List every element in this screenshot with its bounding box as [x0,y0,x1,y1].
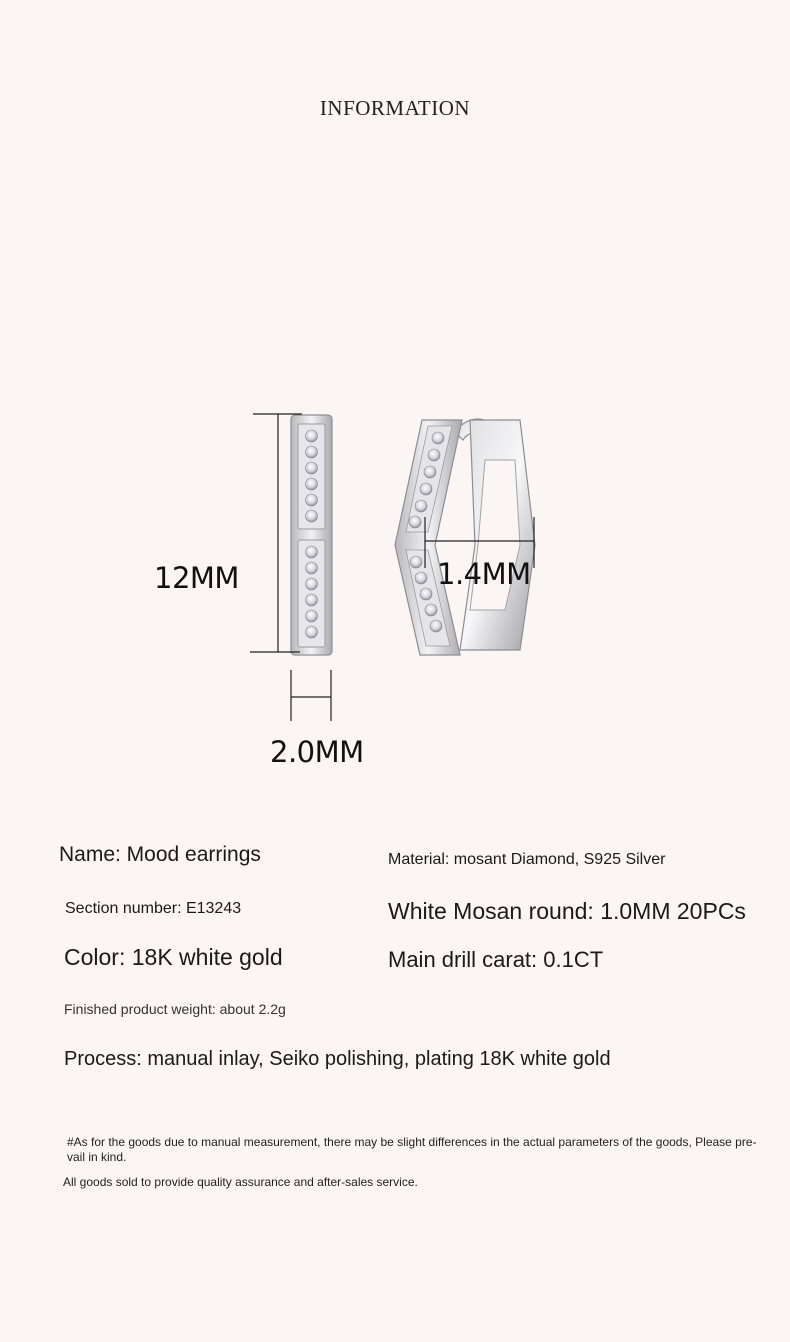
note-measurement-line2: vail in kind. [67,1150,127,1164]
spec-process: Process: manual inlay, Seiko polishing, plating 18K white gold [64,1048,611,1070]
note-service: All goods sold to provide quality assurance and after-sales service. [63,1175,418,1189]
page-title: INFORMATION [319,96,471,120]
earring-side-view [395,419,535,655]
note-measurement-line1: #As for the goods due to manual measurement, there may be slight differences in the actual parameters of the goods, Please pre- [67,1135,757,1149]
width-label: 2.0MM [270,735,364,769]
thickness-label: 1.4MM [437,557,531,591]
earring-front-view [291,415,332,655]
spec-name: Name: Mood earrings [59,843,261,866]
spec-section-number: Section number: E13243 [65,900,242,917]
spec-material: Material: mosant Diamond, S925 Silver [388,851,666,868]
spec-color: Color: 18K white gold [64,944,283,970]
width-dimension-line [291,670,331,721]
spec-white-mosan: White Mosan round: 1.0MM 20PCs [388,898,746,924]
spec-weight: Finished product weight: about 2.2g [64,1001,286,1017]
height-label: 12MM [154,561,239,595]
spec-main-drill: Main drill carat: 0.1CT [388,947,604,972]
